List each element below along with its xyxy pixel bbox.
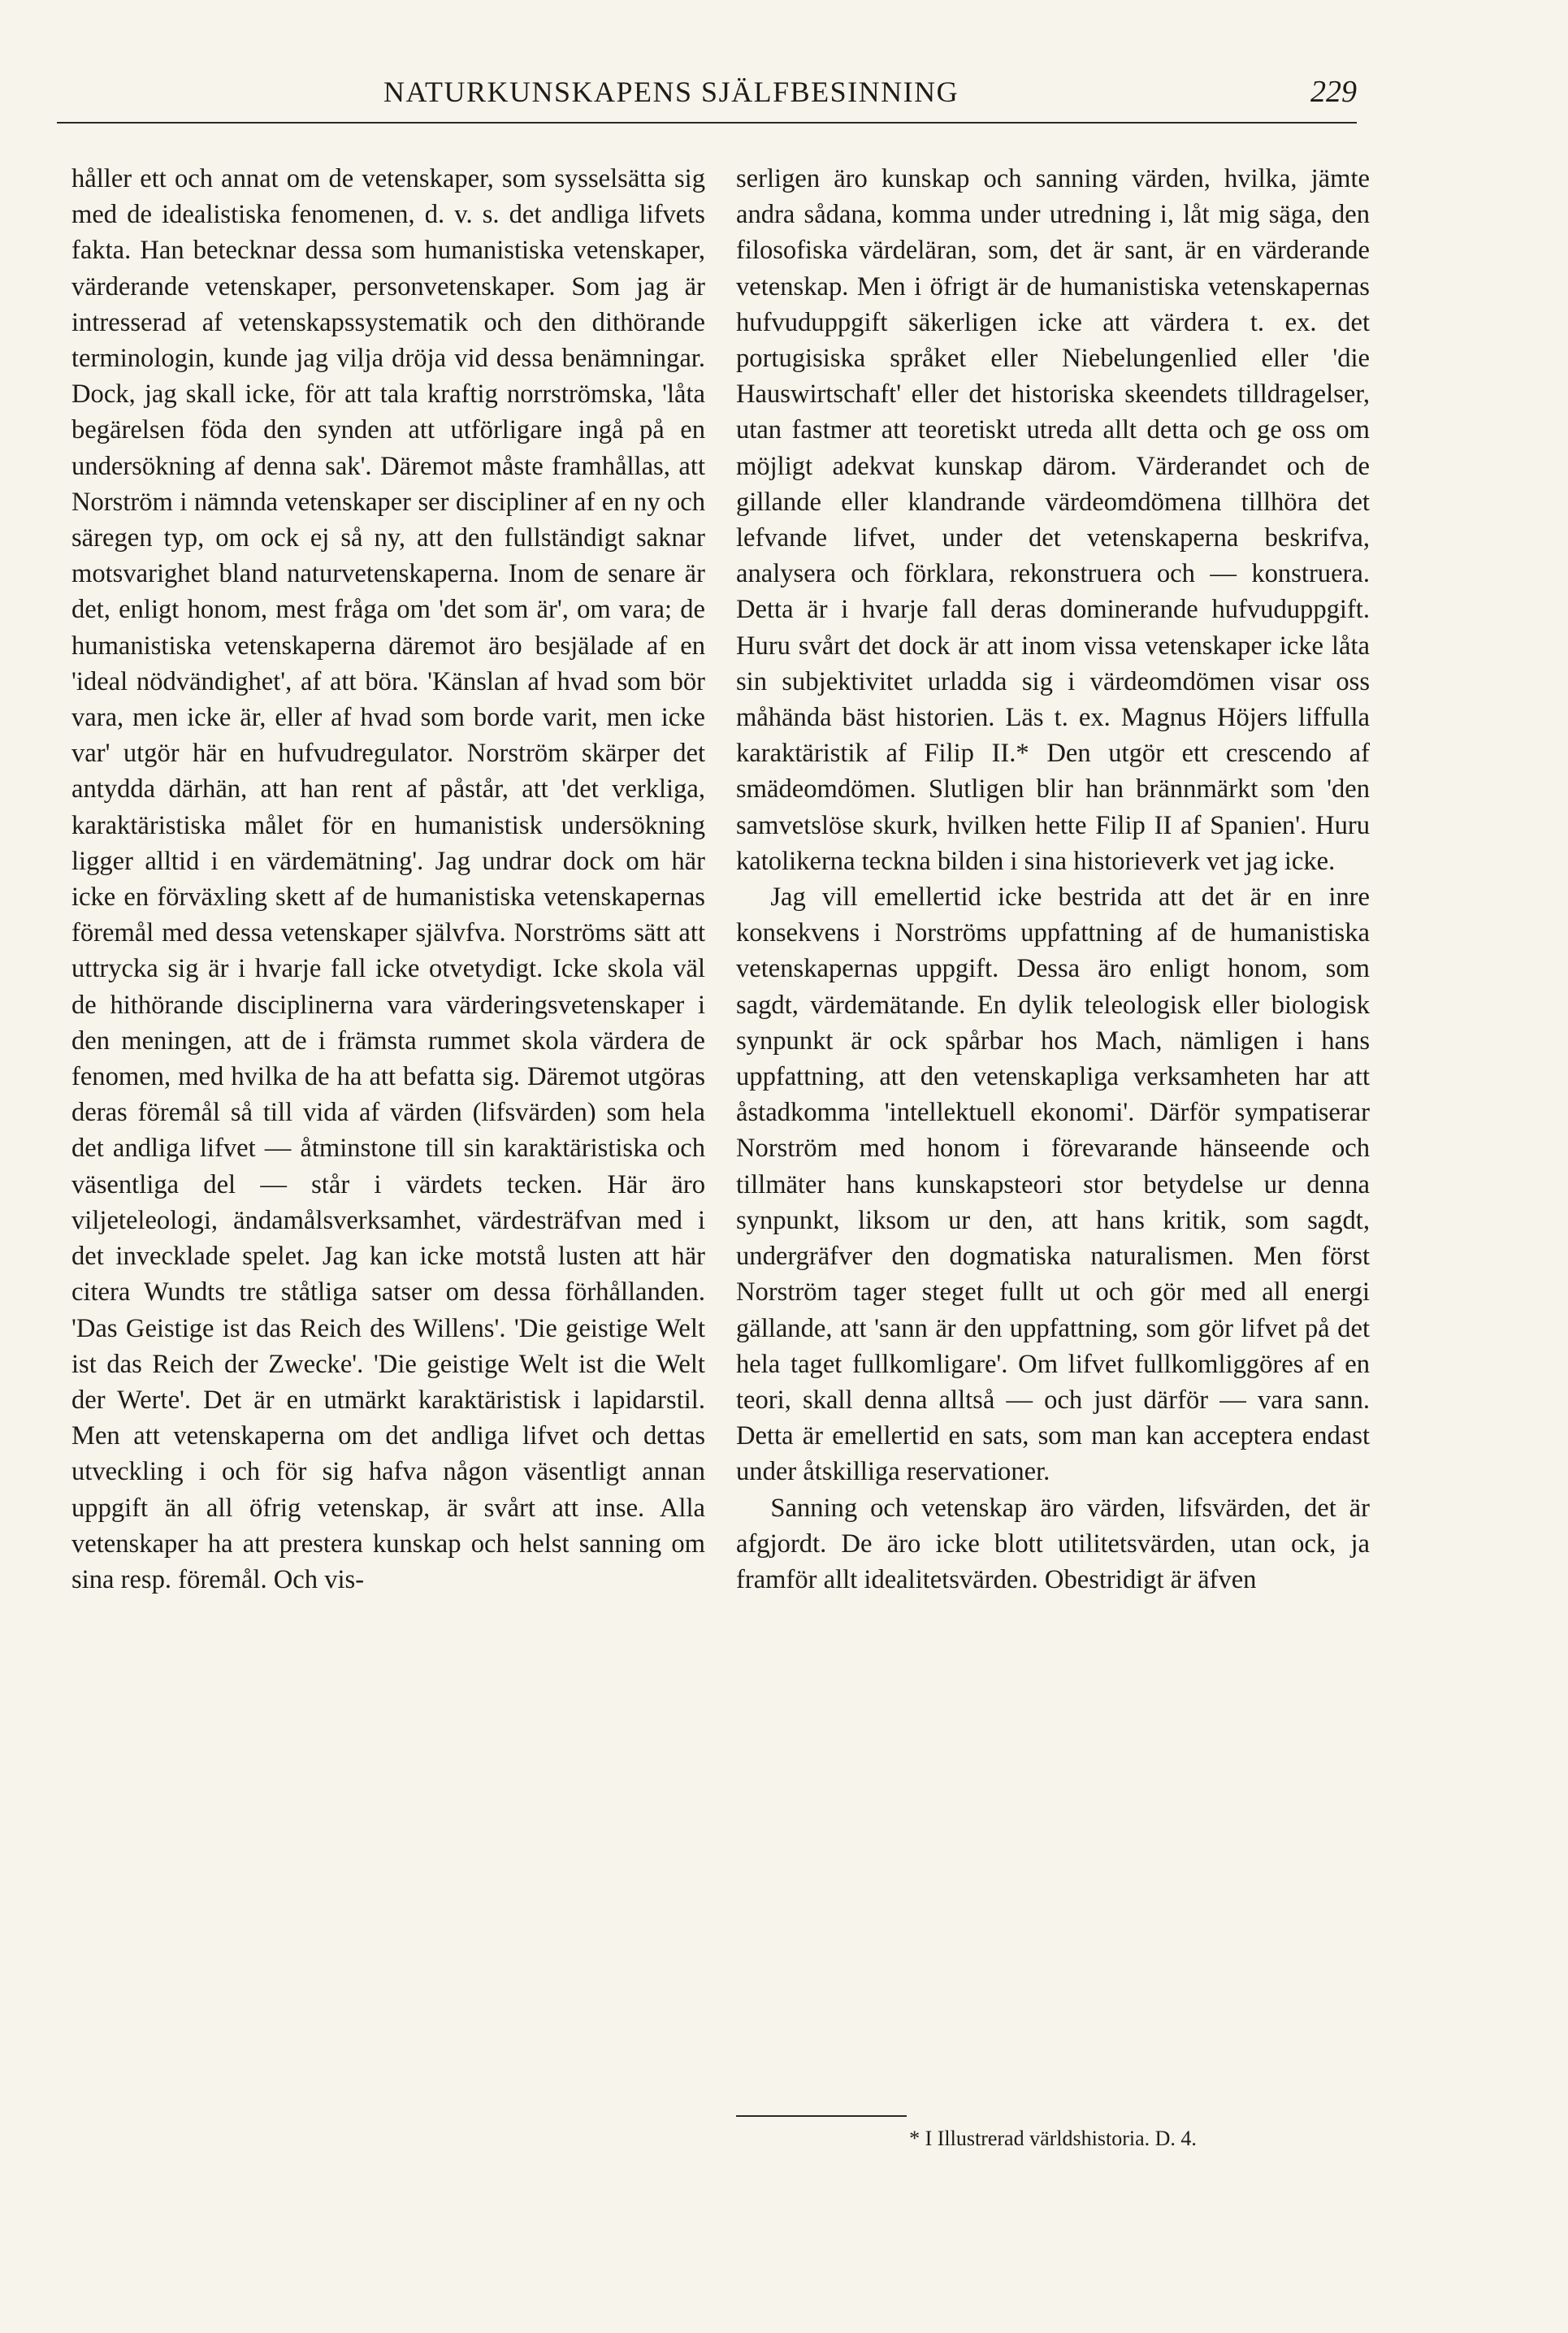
page-number: 229 (1310, 75, 1357, 109)
left-column (71, 161, 705, 1598)
left-paragraph-1: håller ett och annat om de vetenskaper, som sysselsätta sig med de idealistiska fenomenen, d. v. s. det andliga lifvets fakta. Han betecknar dessa som humanistiska vetenskaper, värderande vetenskaper, personvetenskaper. Som jag är intresserad af vetenskapssystematik och den dithörande terminologin, kunde jag vilja dröja vid dessa benämningar. Dock, jag skall icke, för att tala kraftig norrströmska, 'låta begärelsen föda den synden att utförligare ingå på en undersökning af denna sak'. Däremot måste framhållas, att Norström i nämnda vetenskaper ser discipliner af en ny och säregen typ, om ock ej så ny, att den fullständigt saknar motsvarighet bland naturvetenskaperna. Inom de senare är det, enligt honom, mest fråga om 'det som är', om vara; de humanistiska vetenskaperna däremot äro besjälade af en 'ideal nödvändighet', af att böra. 'Känslan af hvad som bör vara, men icke är, eller af hvad som borde varit, men icke var' utgör här en hufvudregulator. Norström skärper det antydda därhän, att han rent af påstår, att 'det verkliga, karaktäristiska målet för en humanistisk undersökning ligger alltid i en värdemätning'. Jag undrar dock om här icke en förväxling skett af de humanistiska vetenskapernas föremål med dessa vetenskaper självfva. Norströms sätt att uttrycka sig är i hvarje fall icke otvetydigt. Icke skola väl de hithörande disciplinerna vara värderingsvetenskaper i den meningen, att de i främsta rummet skola värdera de fenomen, med hvilka de ha att befatta sig. Däremot utgöras deras föremål så till vida af värden (lifsvärden) som hela det andliga lifvet — åtminstone till sin karaktäristiska och väsentliga del — står i värdets tecken. Här äro viljeteleologi, ändamålsverksamhet, värdesträfvan med i det invecklade spelet. Jag kan icke motstå lusten att här citera Wundts tre ståtliga satser om dessa förhållanden. 'Das Geistige ist das Reich des Willens'. 'Die geistige Welt ist das Reich der Zwecke'. 'Die geistige Welt ist die Welt der Werte'. Det är en utmärkt karaktäristisk i lapidarstil. Men att vetenskaperna om det andliga lifvet och dettas utveckling i och för sig hafva någon väsentligt annan uppgift än all öfrig vetenskap, är svårt att inse. Alla vetenskaper ha att prestera kunskap och helst sanning om sina resp. föremål. Och vis- (71, 164, 705, 1594)
right-paragraph-2: Jag vill emellertid icke bestrida att det är en inre konsekvens i Norströms uppfattning af de humanistiska vetenskapernas uppgift. Dessa äro enligt honom, som sagdt, värdemätande. En dylik teleologisk eller biologisk synpunkt är ock spårbar hos Mach, nämligen i hans uppfattning, att den vetenskapliga verksamheten har att åstadkomma 'intellektuell ekonomi'. Därför sympatiserar Norström med honom i förevarande hänseende och tillmäter hans kunskapsteori stor betydelse ur denna synpunkt, liksom ur den, att hans kritik, som sagdt, undergräfver den dogmatiska naturalismen. Men först Norström tager steget fullt ut och gör med all energi gällande, att 'sann är den uppfattning, som gör lifvet på det hela taget fullkomligare'. Om lifvet fullkomliggöres af en teori, skall denna alltså — och just därför — vara sann. Detta är emellertid en sats, som man kan acceptera endast under åtskilliga reservationer. (736, 882, 1370, 1487)
footnote: * I Illustrerad världshistoria. D. 4. (909, 2127, 1197, 2150)
right-column (736, 161, 1370, 1598)
header-rule (57, 122, 1357, 124)
footnote-rule (736, 2115, 907, 2117)
right-paragraph-3: Sanning och vetenskap äro värden, lifsvärden, det är afgjordt. De äro icke blott utilitetsvärden, utan ock, ja framför allt idealitetsvärden. Obestridigt är äfven (736, 1493, 1370, 1594)
running-head (114, 72, 1357, 112)
running-title: NATURKUNSKAPENS SJÄLFBESINNING (383, 76, 959, 108)
right-paragraph-1: serligen äro kunskap och sanning värden, hvilka, jämte andra sådana, komma under utredning i, låt mig säga, den filosofiska värdeläran, som, det är sant, är en värderande vetenskap. Men i öfrigt är de humanistiska vetenskapernas hufvuduppgift säkerligen icke att värdera t. ex. det portugisiska språket eller Niebelungenlied eller 'die Hauswirtschaft' eller det historiska skeendets tilldragelser, utan fastmer att teoretiskt utreda allt detta och ge oss om möjligt adekvat kunskap därom. Värderandet och de gillande eller klandrande värdeomdömena tillhöra det lefvande lifvet, under det vetenskaperna beskrifva, analysera och förklara, rekonstruera och — konstruera. Detta är i hvarje fall deras dominerande hufvuduppgift. Huru svårt det dock är att inom vissa vetenskaper icke låta sin subjektivitet urladda sig i värdeomdömen visar oss måhända bäst historien. Läs t. ex. Magnus Höjers liffulla karaktäristik af Filip II.* Den utgör ett crescendo af smädeomdömen. Slutligen blir han brännmärkt som 'den samvetslöse skurk, hvilken hette Filip II af Spanien'. Huru katolikerna teckna bilden i sina historieverk vet jag icke. (736, 164, 1370, 876)
